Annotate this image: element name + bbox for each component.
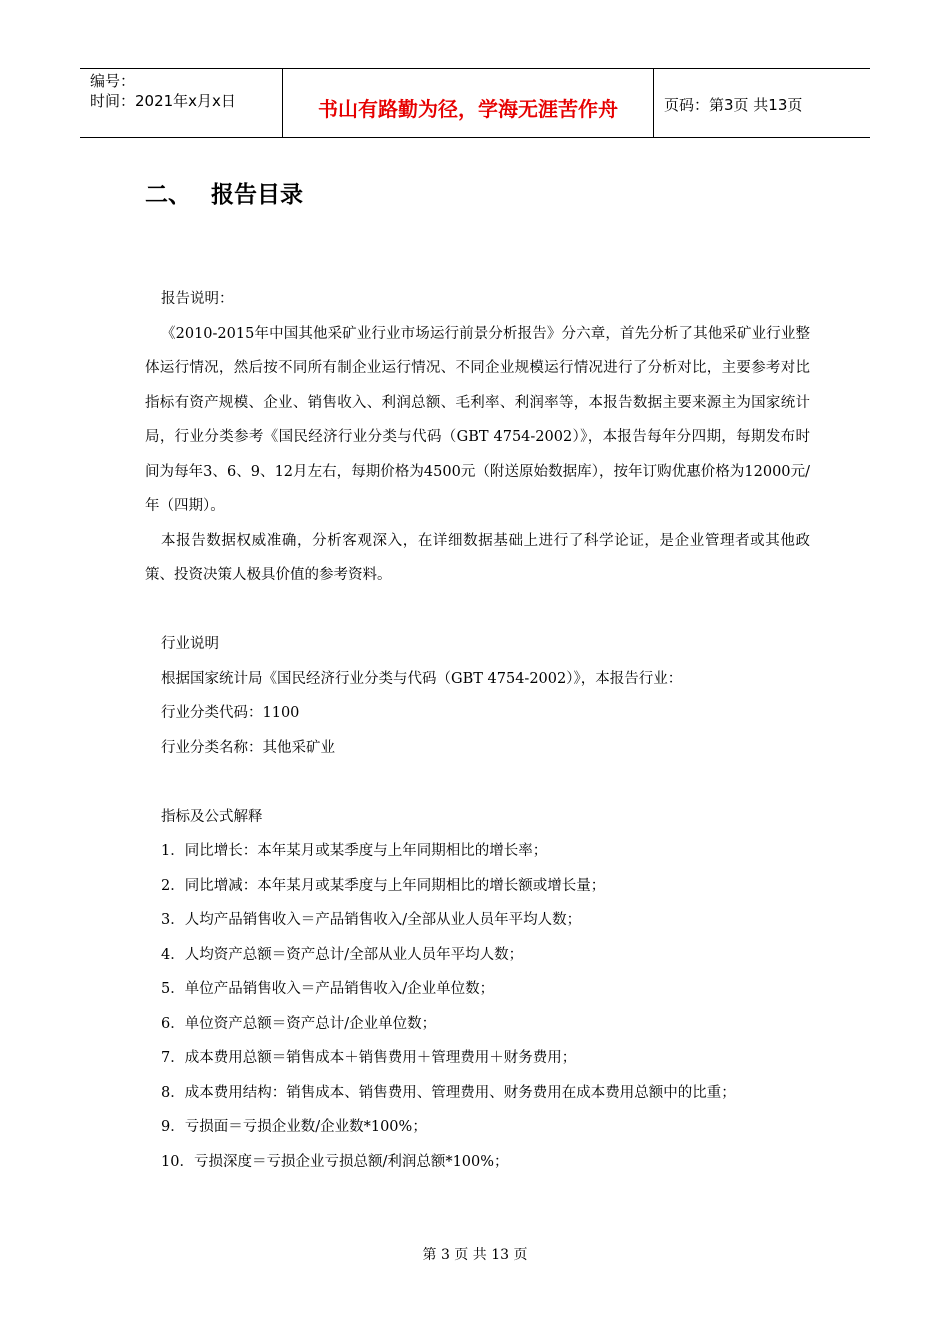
indicator-item: 7．成本费用总额＝销售成本＋销售费用＋管理费用＋财务费用； bbox=[161, 1050, 577, 1066]
document-number-label: 编号： bbox=[90, 72, 136, 90]
indicator-item: 3．人均产品销售收入＝产品销售收入/全部从业人员年平均人数； bbox=[161, 912, 582, 928]
section-heading: 报告目录 bbox=[211, 182, 303, 208]
indicators-heading: 指标及公式解释 bbox=[161, 808, 263, 825]
report-description-heading: 报告说明： bbox=[161, 291, 234, 307]
indicator-item: 1．同比增长：本年某月或某季度与上年同期相比的增长率； bbox=[161, 843, 548, 859]
indicator-item: 6．单位资产总额＝资产总计/企业单位数； bbox=[161, 1015, 437, 1032]
indicator-item: 5．单位产品销售收入＝产品销售收入/企业单位数； bbox=[161, 981, 495, 997]
indicator-item: 2．同比增减：本年某月或某季度与上年同期相比的增长额或增长量； bbox=[161, 877, 606, 894]
indicator-item: 8．成本费用结构：销售成本、销售费用、管理费用、财务费用在成本费用总额中的比重； bbox=[161, 1084, 736, 1101]
page-footer: 第 3 页 共 13 页 bbox=[422, 1247, 528, 1263]
header-page-number: 页码：第3页 共13页 bbox=[664, 95, 803, 114]
industry-name-line: 行业分类名称：其他采矿业 bbox=[161, 739, 335, 756]
page-header bbox=[80, 68, 870, 138]
industry-description-heading: 行业说明 bbox=[161, 636, 219, 652]
industry-classification-line: 根据国家统计局《国民经济行业分类与代码（GBT 4754-2002）》，本报告行业： bbox=[161, 670, 683, 687]
section-title bbox=[145, 176, 303, 209]
report-value-paragraph: 本报告数据权威准确，分析客观深入，在详细数据基础上进行了科学论证，是企业管理者或其他政策、投资决策人极具价值的参考资料。 bbox=[145, 532, 810, 583]
section-number: 二、 bbox=[145, 182, 191, 208]
header-info bbox=[80, 69, 282, 137]
report-description-paragraph: 《2010-2015年中国其他采矿业行业市场运行前景分析报告》分六章，首先分析了其他采矿业行业整体运行情况，然后按不同所有制企业运行情况、不同企业规模运行情况进行了分析对比，主要参考对比指标有资产规模、企业、销售收入、利润总额、毛利率、利润率等，本报告数据主要来源主为国家统计局，行业分类参考《国民经济行业分类与代码（GBT 4754-2002）》，本报告每年分四期，每期发布时间为每年3、6、9、12月左右，每期价格为4500元（附送原始数据库），按年订购优惠价格为12000元/年（四期）。 bbox=[145, 325, 810, 514]
document-time-label: 时间：2021年x月x日 bbox=[90, 92, 236, 110]
indicator-item: 10．亏损深度＝亏损企业亏损总额/利润总额*100%； bbox=[161, 1153, 509, 1170]
indicator-item: 9．亏损面＝亏损企业数/企业数*100%； bbox=[161, 1119, 427, 1135]
main-content bbox=[145, 282, 810, 1179]
industry-code-line: 行业分类代码：1100 bbox=[161, 705, 300, 721]
header-motto: 书山有路勤为径，学海无涯苦作舟 bbox=[282, 69, 654, 137]
indicator-item: 4．人均资产总额＝资产总计/全部从业人员年平均人数； bbox=[161, 946, 524, 963]
